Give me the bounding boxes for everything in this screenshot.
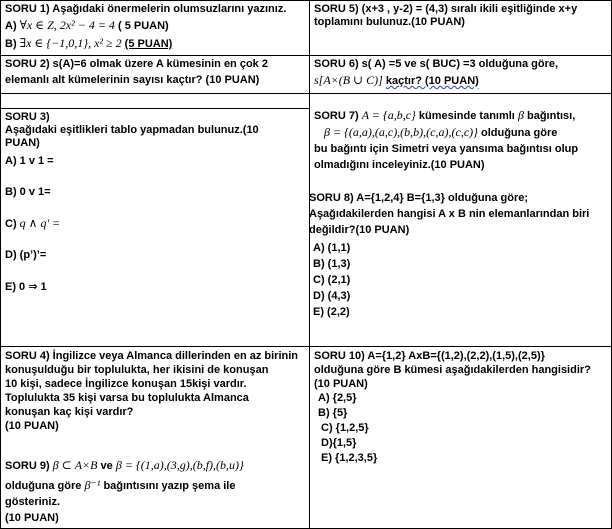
question-4-line-2: konuşulduğu bir toplulukta, her ikisini de konuşan xyxy=(5,364,269,376)
question-1-b-points: (5 PUAN) xyxy=(124,38,173,50)
question-1-b-label: B) xyxy=(5,38,17,50)
question-8-line-3: değildir?(10 PUAN) xyxy=(309,224,410,236)
question-9-cell xyxy=(2,457,308,526)
question-4-line-5: konuşan kaç kişi vardır? xyxy=(5,406,134,418)
question-10-option-b: B) {5} xyxy=(318,407,348,419)
question-1-a-formula: ∀x ∈ Z, 2x² − 4 = 4 xyxy=(19,18,115,32)
question-1-a-points: ( 5 PUAN) xyxy=(117,20,169,32)
question-9-and: ve xyxy=(100,460,113,472)
question-7-line-4: olmadığını inceleyiniz.(10 PUAN) xyxy=(314,159,485,171)
question-9-label: SORU 9) xyxy=(5,460,50,472)
question-4-line-4: Toplulukta 35 kişi varsa bu toplulukta Almanca xyxy=(5,392,249,404)
question-6-line-1: SORU 6) s( A) =5 ve s( BUC) =3 olduğuna göre, xyxy=(314,58,559,70)
question-9-relation: β = {(1,a),(3,g),(b,f),(b,u)} xyxy=(115,458,244,472)
question-4-line-1: SORU 4) İngilizce veya Almanca dillerinden en az birinin xyxy=(5,350,299,362)
question-9-line-2b: bağıntısını yazıp şema ile xyxy=(103,480,236,492)
question-6-formula: s[A×(B ∪ C)] xyxy=(314,73,383,87)
row-divider-4 xyxy=(0,346,612,347)
question-3-line-1: Aşağıdaki eşitlikleri tablo yapmadan bulunuz.(10 xyxy=(5,124,259,136)
question-5-line-2: toplamını bulunuz.(10 PUAN) xyxy=(314,16,465,28)
question-5-line-1: SORU 5) (x+3 , y-2) = (4,3) sıralı ikili eşitliğinde x+y xyxy=(314,3,578,15)
question-1-title: SORU 1) Aşağıdaki önermelerin olumsuzlarını yazınız. xyxy=(5,3,287,15)
question-8-cell xyxy=(306,191,611,321)
question-8-option-b: B) (1,3) xyxy=(313,258,351,270)
question-9-inverse: β⁻¹ xyxy=(84,478,101,492)
question-1-a-label: A) xyxy=(5,20,17,32)
border-left xyxy=(0,0,1,529)
question-8-option-a: A) (1,1) xyxy=(313,242,351,254)
question-3-title: SORU 3) xyxy=(5,111,50,123)
question-1-cell xyxy=(2,2,308,52)
question-7-line-3: bu bağıntı için Simetri veya yansıma bağıntısı olup xyxy=(314,143,579,155)
question-8-option-c: C) (2,1) xyxy=(313,274,351,286)
question-8-option-d: D) (4,3) xyxy=(313,290,351,302)
question-6-line-2: kaçtır? (10 PUAN) xyxy=(385,75,479,87)
question-5-cell xyxy=(311,2,611,30)
question-4-line-6: (10 PUAN) xyxy=(5,420,59,432)
question-10-option-d: D){1,5} xyxy=(321,437,357,449)
question-10-line-3: (10 PUAN) xyxy=(314,378,368,390)
question-8-line-1: SORU 8) A={1,2,4} B={1,3} olduğuna göre; xyxy=(309,192,529,204)
question-7-line-1: kümesinde tanımlı xyxy=(418,110,515,122)
question-3-c-label: C) xyxy=(5,218,17,230)
question-7-relation: β = {(a,a),(a,c),(b,b),(c,a),(c,c)} xyxy=(324,125,478,139)
question-3-c-formula: q ∧ q' = xyxy=(19,216,61,230)
question-9-line-4: (10 PUAN) xyxy=(5,512,59,524)
question-10-cell xyxy=(311,348,611,467)
question-7-set: A = {a,b,c} xyxy=(361,108,416,122)
question-3-a: A) 1 v 1 = xyxy=(5,155,54,167)
question-7-beta: β xyxy=(517,108,524,122)
row-divider-3 xyxy=(0,108,309,109)
question-10-option-e: E) {1,2,3,5} xyxy=(321,452,378,464)
question-3-b: B) 0 v 1= xyxy=(5,186,51,198)
question-4-cell xyxy=(2,348,308,434)
question-2-line-1: SORU 2) s(A)=6 olmak üzere A kümesinin en çok 2 xyxy=(5,58,268,70)
question-10-line-2: olduğuna göre B kümesi aşağıdakilerden hangisidir? xyxy=(314,364,591,376)
row-divider-2 xyxy=(0,93,612,94)
implies-arrow-icon: ⇒ xyxy=(28,280,38,293)
question-2-line-2: elemanlı alt kümelerinin sayısı kaçtır? (10 PUAN) xyxy=(5,74,260,86)
question-3-d: D) (p’)’= xyxy=(5,249,47,261)
question-8-option-e: E) (2,2) xyxy=(313,306,350,318)
question-8-line-2: Aşağıdakilerden hangisi A x B nin elemanlarından biri xyxy=(309,208,590,220)
question-3-e-tail: 1 xyxy=(40,281,47,293)
question-9-line-3: gösteriniz. xyxy=(5,496,61,508)
question-9-subset: β ⊂ A×B xyxy=(52,458,98,472)
question-10-option-a: A) {2,5} xyxy=(318,392,357,404)
question-7-label: SORU 7) xyxy=(314,110,359,122)
border-top xyxy=(0,0,612,1)
question-7-cell xyxy=(311,108,611,173)
question-7-line-2: olduğuna göre xyxy=(481,127,558,139)
question-6-cell xyxy=(311,57,611,89)
question-9-line-2a: olduğuna göre xyxy=(5,480,82,492)
question-10-line-1: SORU 10) A={1,2} AxB={(1,2),(2,2),(1,5),(2,5)} xyxy=(314,350,545,362)
question-10-option-c: C) {1,2,5} xyxy=(321,422,369,434)
question-3-line-2: PUAN) xyxy=(5,137,40,149)
question-3-cell xyxy=(2,110,308,295)
row-divider-1 xyxy=(0,55,612,56)
question-3-e-label: E) 0 xyxy=(5,281,26,293)
question-2-cell xyxy=(2,57,308,88)
question-7-line-1-end: bağıntısı, xyxy=(526,110,576,122)
question-4-line-3: 10 kişi, sadece İngilizce konuşan 15kişi vardır. xyxy=(5,378,247,390)
question-1-b-formula: ∃x ∈ {−1,0,1}, x² ≥ 2 xyxy=(19,36,122,50)
